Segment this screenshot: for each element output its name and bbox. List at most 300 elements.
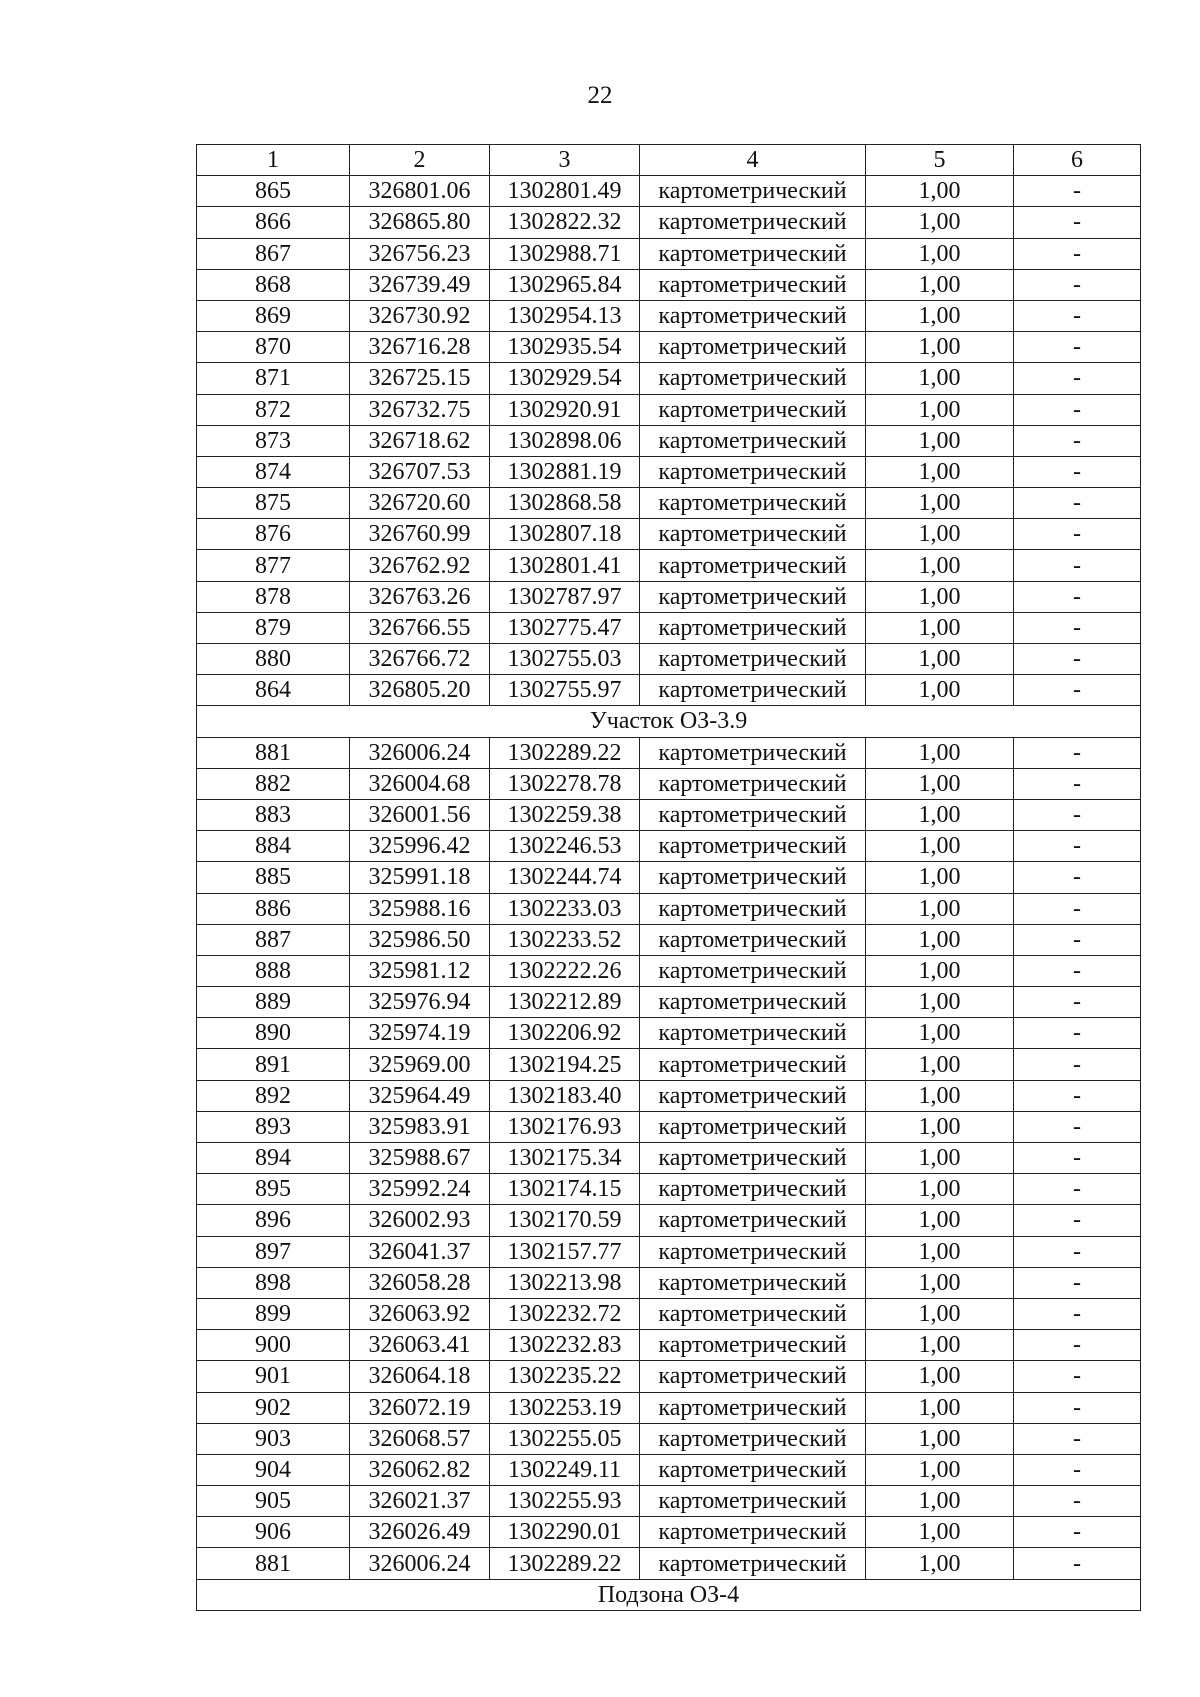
table-row [197, 1517, 1141, 1548]
method-cell: картометрический [640, 1174, 866, 1205]
header-cell-4: 4 [640, 145, 866, 176]
method-cell: картометрический [640, 644, 866, 675]
accuracy-cell: 1,00 [866, 269, 1014, 300]
method-cell: картометрический [640, 893, 866, 924]
y-coordinate-cell: 1302868.58 [490, 488, 640, 519]
table-row [197, 1205, 1141, 1236]
table-row [197, 1236, 1141, 1267]
table-row [197, 1486, 1141, 1517]
table-row [197, 831, 1141, 862]
y-coordinate-cell: 1302881.19 [490, 456, 640, 487]
header-cell-5: 5 [866, 145, 1014, 176]
x-coordinate-cell: 326805.20 [350, 675, 490, 706]
table-row [197, 238, 1141, 269]
note-cell: - [1014, 1049, 1141, 1080]
method-cell: картометрический [640, 425, 866, 456]
table-row [197, 799, 1141, 830]
y-coordinate-cell: 1302801.41 [490, 550, 640, 581]
accuracy-cell: 1,00 [866, 456, 1014, 487]
note-cell: - [1014, 799, 1141, 830]
x-coordinate-cell: 326041.37 [350, 1236, 490, 1267]
y-coordinate-cell: 1302194.25 [490, 1049, 640, 1080]
point-number-cell: 865 [197, 176, 350, 207]
x-coordinate-cell: 326739.49 [350, 269, 490, 300]
x-coordinate-cell: 326762.92 [350, 550, 490, 581]
table-row [197, 1080, 1141, 1111]
method-cell: картометрический [640, 1423, 866, 1454]
point-number-cell: 867 [197, 238, 350, 269]
note-cell: - [1014, 332, 1141, 363]
table-row [197, 924, 1141, 955]
x-coordinate-cell: 326004.68 [350, 768, 490, 799]
x-coordinate-cell: 326064.18 [350, 1361, 490, 1392]
header-cell-6: 6 [1014, 145, 1141, 176]
method-cell: картометрический [640, 456, 866, 487]
section-title: Участок ОЗ-3.9 [197, 706, 1141, 737]
y-coordinate-cell: 1302206.92 [490, 1018, 640, 1049]
y-coordinate-cell: 1302787.97 [490, 581, 640, 612]
accuracy-cell: 1,00 [866, 1267, 1014, 1298]
accuracy-cell: 1,00 [866, 955, 1014, 986]
x-coordinate-cell: 326063.41 [350, 1330, 490, 1361]
x-coordinate-cell: 326021.37 [350, 1486, 490, 1517]
note-cell: - [1014, 768, 1141, 799]
x-coordinate-cell: 326707.53 [350, 456, 490, 487]
table-row [197, 1330, 1141, 1361]
accuracy-cell: 1,00 [866, 176, 1014, 207]
y-coordinate-cell: 1302212.89 [490, 987, 640, 1018]
x-coordinate-cell: 326716.28 [350, 332, 490, 363]
point-number-cell: 871 [197, 363, 350, 394]
note-cell: - [1014, 363, 1141, 394]
point-number-cell: 881 [197, 737, 350, 768]
point-number-cell: 895 [197, 1174, 350, 1205]
x-coordinate-cell: 326732.75 [350, 394, 490, 425]
table-row [197, 955, 1141, 986]
x-coordinate-cell: 326766.72 [350, 644, 490, 675]
point-number-cell: 893 [197, 1111, 350, 1142]
point-number-cell: 902 [197, 1392, 350, 1423]
point-number-cell: 897 [197, 1236, 350, 1267]
accuracy-cell: 1,00 [866, 519, 1014, 550]
y-coordinate-cell: 1302170.59 [490, 1205, 640, 1236]
method-cell: картометрический [640, 581, 866, 612]
x-coordinate-cell: 325996.42 [350, 831, 490, 862]
table-row [197, 644, 1141, 675]
table-row [197, 1298, 1141, 1329]
accuracy-cell: 1,00 [866, 363, 1014, 394]
point-number-cell: 901 [197, 1361, 350, 1392]
method-cell: картометрический [640, 1361, 866, 1392]
accuracy-cell: 1,00 [866, 1205, 1014, 1236]
y-coordinate-cell: 1302213.98 [490, 1267, 640, 1298]
point-number-cell: 864 [197, 675, 350, 706]
table-row [197, 1018, 1141, 1049]
method-cell: картометрический [640, 1330, 866, 1361]
note-cell: - [1014, 1080, 1141, 1111]
table-row [197, 425, 1141, 456]
y-coordinate-cell: 1302249.11 [490, 1454, 640, 1485]
x-coordinate-cell: 325969.00 [350, 1049, 490, 1080]
note-cell: - [1014, 862, 1141, 893]
section-title: Подзона ОЗ-4 [197, 1579, 1141, 1610]
note-cell: - [1014, 300, 1141, 331]
method-cell: картометрический [640, 924, 866, 955]
x-coordinate-cell: 326006.24 [350, 1548, 490, 1579]
method-cell: картометрический [640, 176, 866, 207]
x-coordinate-cell: 326002.93 [350, 1205, 490, 1236]
point-number-cell: 885 [197, 862, 350, 893]
method-cell: картометрический [640, 1143, 866, 1174]
table-row [197, 1111, 1141, 1142]
note-cell: - [1014, 519, 1141, 550]
note-cell: - [1014, 1298, 1141, 1329]
x-coordinate-cell: 326865.80 [350, 207, 490, 238]
y-coordinate-cell: 1302246.53 [490, 831, 640, 862]
note-cell: - [1014, 737, 1141, 768]
y-coordinate-cell: 1302176.93 [490, 1111, 640, 1142]
method-cell: картометрический [640, 675, 866, 706]
note-cell: - [1014, 238, 1141, 269]
header-cell-3: 3 [490, 145, 640, 176]
note-cell: - [1014, 1143, 1141, 1174]
note-cell: - [1014, 456, 1141, 487]
note-cell: - [1014, 425, 1141, 456]
accuracy-cell: 1,00 [866, 425, 1014, 456]
note-cell: - [1014, 831, 1141, 862]
note-cell: - [1014, 1517, 1141, 1548]
accuracy-cell: 1,00 [866, 207, 1014, 238]
note-cell: - [1014, 1111, 1141, 1142]
x-coordinate-cell: 326720.60 [350, 488, 490, 519]
point-number-cell: 870 [197, 332, 350, 363]
x-coordinate-cell: 325976.94 [350, 987, 490, 1018]
x-coordinate-cell: 325988.16 [350, 893, 490, 924]
note-cell: - [1014, 1361, 1141, 1392]
y-coordinate-cell: 1302929.54 [490, 363, 640, 394]
accuracy-cell: 1,00 [866, 1174, 1014, 1205]
x-coordinate-cell: 325991.18 [350, 862, 490, 893]
header-cell-1: 1 [197, 145, 350, 176]
y-coordinate-cell: 1302174.15 [490, 1174, 640, 1205]
method-cell: картометрический [640, 862, 866, 893]
point-number-cell: 873 [197, 425, 350, 456]
accuracy-cell: 1,00 [866, 1548, 1014, 1579]
note-cell: - [1014, 1236, 1141, 1267]
y-coordinate-cell: 1302255.93 [490, 1486, 640, 1517]
x-coordinate-cell: 326801.06 [350, 176, 490, 207]
table-row [197, 456, 1141, 487]
note-cell: - [1014, 1392, 1141, 1423]
x-coordinate-cell: 325992.24 [350, 1174, 490, 1205]
y-coordinate-cell: 1302232.72 [490, 1298, 640, 1329]
y-coordinate-cell: 1302233.52 [490, 924, 640, 955]
accuracy-cell: 1,00 [866, 1080, 1014, 1111]
accuracy-cell: 1,00 [866, 862, 1014, 893]
x-coordinate-cell: 326756.23 [350, 238, 490, 269]
table-body [197, 176, 1141, 1611]
table-row [197, 612, 1141, 643]
x-coordinate-cell: 326006.24 [350, 737, 490, 768]
method-cell: картометрический [640, 831, 866, 862]
accuracy-cell: 1,00 [866, 394, 1014, 425]
x-coordinate-cell: 326063.92 [350, 1298, 490, 1329]
x-coordinate-cell: 326718.62 [350, 425, 490, 456]
x-coordinate-cell: 325964.49 [350, 1080, 490, 1111]
method-cell: картометрический [640, 768, 866, 799]
point-number-cell: 888 [197, 955, 350, 986]
table-row [197, 675, 1141, 706]
method-cell: картометрический [640, 955, 866, 986]
y-coordinate-cell: 1302935.54 [490, 332, 640, 363]
point-number-cell: 903 [197, 1423, 350, 1454]
method-cell: картометрический [640, 1205, 866, 1236]
note-cell: - [1014, 488, 1141, 519]
method-cell: картометрический [640, 207, 866, 238]
table-row [197, 1454, 1141, 1485]
point-number-cell: 904 [197, 1454, 350, 1485]
accuracy-cell: 1,00 [866, 1018, 1014, 1049]
y-coordinate-cell: 1302775.47 [490, 612, 640, 643]
method-cell: картометрический [640, 394, 866, 425]
accuracy-cell: 1,00 [866, 987, 1014, 1018]
point-number-cell: 891 [197, 1049, 350, 1080]
note-cell: - [1014, 269, 1141, 300]
y-coordinate-cell: 1302965.84 [490, 269, 640, 300]
accuracy-cell: 1,00 [866, 1330, 1014, 1361]
point-number-cell: 866 [197, 207, 350, 238]
method-cell: картометрический [640, 1454, 866, 1485]
note-cell: - [1014, 581, 1141, 612]
method-cell: картометрический [640, 300, 866, 331]
table-row [197, 1361, 1141, 1392]
table-row [197, 1423, 1141, 1454]
table-row [197, 332, 1141, 363]
accuracy-cell: 1,00 [866, 1517, 1014, 1548]
y-coordinate-cell: 1302259.38 [490, 799, 640, 830]
accuracy-cell: 1,00 [866, 737, 1014, 768]
accuracy-cell: 1,00 [866, 1143, 1014, 1174]
method-cell: картометрический [640, 1392, 866, 1423]
y-coordinate-cell: 1302157.77 [490, 1236, 640, 1267]
x-coordinate-cell: 326062.82 [350, 1454, 490, 1485]
table-row [197, 176, 1141, 207]
point-number-cell: 877 [197, 550, 350, 581]
y-coordinate-cell: 1302222.26 [490, 955, 640, 986]
note-cell: - [1014, 1330, 1141, 1361]
point-number-cell: 894 [197, 1143, 350, 1174]
method-cell: картометрический [640, 1111, 866, 1142]
coordinates-table [196, 144, 1141, 1611]
note-cell: - [1014, 1267, 1141, 1298]
y-coordinate-cell: 1302175.34 [490, 1143, 640, 1174]
method-cell: картометрический [640, 1080, 866, 1111]
header-cell-2: 2 [350, 145, 490, 176]
y-coordinate-cell: 1302244.74 [490, 862, 640, 893]
accuracy-cell: 1,00 [866, 1236, 1014, 1267]
table-row [197, 1392, 1141, 1423]
x-coordinate-cell: 325981.12 [350, 955, 490, 986]
accuracy-cell: 1,00 [866, 644, 1014, 675]
table-row [197, 1267, 1141, 1298]
method-cell: картометрический [640, 238, 866, 269]
y-coordinate-cell: 1302232.83 [490, 1330, 640, 1361]
note-cell: - [1014, 207, 1141, 238]
note-cell: - [1014, 955, 1141, 986]
y-coordinate-cell: 1302898.06 [490, 425, 640, 456]
note-cell: - [1014, 1018, 1141, 1049]
accuracy-cell: 1,00 [866, 300, 1014, 331]
y-coordinate-cell: 1302290.01 [490, 1517, 640, 1548]
point-number-cell: 899 [197, 1298, 350, 1329]
x-coordinate-cell: 326730.92 [350, 300, 490, 331]
y-coordinate-cell: 1302954.13 [490, 300, 640, 331]
method-cell: картометрический [640, 737, 866, 768]
table-row [197, 987, 1141, 1018]
x-coordinate-cell: 325983.91 [350, 1111, 490, 1142]
x-coordinate-cell: 326072.19 [350, 1392, 490, 1423]
table-row [197, 893, 1141, 924]
method-cell: картометрический [640, 987, 866, 1018]
point-number-cell: 884 [197, 831, 350, 862]
y-coordinate-cell: 1302235.22 [490, 1361, 640, 1392]
accuracy-cell: 1,00 [866, 612, 1014, 643]
y-coordinate-cell: 1302755.97 [490, 675, 640, 706]
note-cell: - [1014, 987, 1141, 1018]
table-row [197, 581, 1141, 612]
note-cell: - [1014, 675, 1141, 706]
accuracy-cell: 1,00 [866, 1486, 1014, 1517]
accuracy-cell: 1,00 [866, 1361, 1014, 1392]
point-number-cell: 905 [197, 1486, 350, 1517]
y-coordinate-cell: 1302801.49 [490, 176, 640, 207]
x-coordinate-cell: 326763.26 [350, 581, 490, 612]
accuracy-cell: 1,00 [866, 799, 1014, 830]
accuracy-cell: 1,00 [866, 1049, 1014, 1080]
method-cell: картометрический [640, 1517, 866, 1548]
accuracy-cell: 1,00 [866, 831, 1014, 862]
y-coordinate-cell: 1302255.05 [490, 1423, 640, 1454]
x-coordinate-cell: 326725.15 [350, 363, 490, 394]
method-cell: картометрический [640, 1548, 866, 1579]
method-cell: картометрический [640, 1018, 866, 1049]
method-cell: картометрический [640, 1298, 866, 1329]
method-cell: картометрический [640, 612, 866, 643]
y-coordinate-cell: 1302253.19 [490, 1392, 640, 1423]
x-coordinate-cell: 326026.49 [350, 1517, 490, 1548]
point-number-cell: 896 [197, 1205, 350, 1236]
note-cell: - [1014, 1174, 1141, 1205]
table-row [197, 519, 1141, 550]
table-row [197, 207, 1141, 238]
accuracy-cell: 1,00 [866, 1423, 1014, 1454]
method-cell: картометрический [640, 1486, 866, 1517]
table-row [197, 363, 1141, 394]
y-coordinate-cell: 1302920.91 [490, 394, 640, 425]
table-row [197, 1174, 1141, 1205]
note-cell: - [1014, 612, 1141, 643]
method-cell: картометрический [640, 799, 866, 830]
point-number-cell: 887 [197, 924, 350, 955]
x-coordinate-cell: 325974.19 [350, 1018, 490, 1049]
section-title-row [197, 706, 1141, 737]
note-cell: - [1014, 893, 1141, 924]
point-number-cell: 868 [197, 269, 350, 300]
point-number-cell: 898 [197, 1267, 350, 1298]
note-cell: - [1014, 644, 1141, 675]
accuracy-cell: 1,00 [866, 1454, 1014, 1485]
accuracy-cell: 1,00 [866, 893, 1014, 924]
note-cell: - [1014, 394, 1141, 425]
method-cell: картометрический [640, 1236, 866, 1267]
table-row [197, 768, 1141, 799]
note-cell: - [1014, 924, 1141, 955]
y-coordinate-cell: 1302807.18 [490, 519, 640, 550]
y-coordinate-cell: 1302233.03 [490, 893, 640, 924]
point-number-cell: 886 [197, 893, 350, 924]
table-row [197, 550, 1141, 581]
x-coordinate-cell: 326068.57 [350, 1423, 490, 1454]
y-coordinate-cell: 1302278.78 [490, 768, 640, 799]
point-number-cell: 881 [197, 1548, 350, 1579]
table-row [197, 1143, 1141, 1174]
table-row [197, 862, 1141, 893]
note-cell: - [1014, 1205, 1141, 1236]
method-cell: картометрический [640, 488, 866, 519]
point-number-cell: 882 [197, 768, 350, 799]
method-cell: картометрический [640, 269, 866, 300]
x-coordinate-cell: 326001.56 [350, 799, 490, 830]
table-row [197, 300, 1141, 331]
table-row [197, 737, 1141, 768]
section-title-row [197, 1579, 1141, 1610]
table-row [197, 394, 1141, 425]
accuracy-cell: 1,00 [866, 1111, 1014, 1142]
note-cell: - [1014, 1454, 1141, 1485]
x-coordinate-cell: 326058.28 [350, 1267, 490, 1298]
x-coordinate-cell: 325988.67 [350, 1143, 490, 1174]
method-cell: картометрический [640, 1267, 866, 1298]
note-cell: - [1014, 1423, 1141, 1454]
point-number-cell: 874 [197, 456, 350, 487]
method-cell: картометрический [640, 1049, 866, 1080]
page-number: 22 [587, 82, 613, 109]
point-number-cell: 880 [197, 644, 350, 675]
y-coordinate-cell: 1302988.71 [490, 238, 640, 269]
method-cell: картометрический [640, 519, 866, 550]
table-header-row [197, 145, 1141, 176]
x-coordinate-cell: 326760.99 [350, 519, 490, 550]
note-cell: - [1014, 1548, 1141, 1579]
point-number-cell: 876 [197, 519, 350, 550]
point-number-cell: 869 [197, 300, 350, 331]
accuracy-cell: 1,00 [866, 581, 1014, 612]
method-cell: картометрический [640, 550, 866, 581]
y-coordinate-cell: 1302289.22 [490, 737, 640, 768]
point-number-cell: 900 [197, 1330, 350, 1361]
table-row [197, 269, 1141, 300]
x-coordinate-cell: 326766.55 [350, 612, 490, 643]
point-number-cell: 889 [197, 987, 350, 1018]
point-number-cell: 879 [197, 612, 350, 643]
accuracy-cell: 1,00 [866, 550, 1014, 581]
note-cell: - [1014, 1486, 1141, 1517]
table-row [197, 488, 1141, 519]
accuracy-cell: 1,00 [866, 488, 1014, 519]
table-row [197, 1548, 1141, 1579]
point-number-cell: 890 [197, 1018, 350, 1049]
accuracy-cell: 1,00 [866, 924, 1014, 955]
